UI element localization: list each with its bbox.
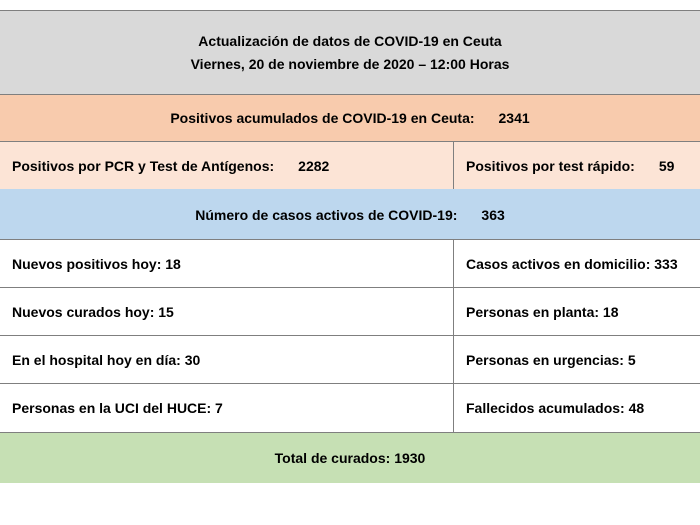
total-recovered: Total de curados: 1930 [274, 450, 426, 466]
row-left-cell: Nuevos curados hoy: 15 [0, 288, 454, 335]
row-right-cell: Fallecidos acumulados: 48 [466, 400, 645, 416]
row-left-cell: Personas en la UCI del HUCE: 7 [0, 384, 454, 432]
report-title: Actualización de datos de COVID-19 en Ceuta [198, 32, 502, 49]
table-row [0, 240, 700, 288]
report-header [0, 11, 700, 95]
positives-breakdown-row [0, 142, 700, 189]
active-value: 363 [481, 207, 505, 223]
row-right-cell: Personas en planta: 18 [466, 303, 619, 320]
rapid-label: Positivos por test rápido: [466, 157, 635, 174]
row-left-cell: En el hospital hoy en día: 30 [0, 336, 454, 383]
pcr-value: 2282 [298, 157, 330, 174]
accumulated-label: Positivos acumulados de COVID-19 en Ceuta: [170, 110, 475, 126]
row-right-cell: Casos activos en domicilio: 333 [466, 255, 678, 272]
table-row [0, 336, 700, 384]
table-row [0, 288, 700, 336]
table-row [0, 384, 700, 433]
row-right-cell: Personas en urgencias: 5 [466, 351, 636, 368]
active-label: Número de casos activos de COVID-19: [195, 207, 458, 223]
accumulated-positives-row [0, 95, 700, 142]
total-recovered-row [0, 433, 700, 483]
row-left-cell: Nuevos positivos hoy: 18 [0, 240, 454, 287]
covid-report-table [0, 10, 700, 483]
report-date: Viernes, 20 de noviembre de 2020 – 12:00 Horas [190, 55, 510, 72]
accumulated-value: 2341 [498, 110, 530, 126]
active-cases-row [0, 189, 700, 240]
rapid-value: 59 [658, 157, 675, 174]
pcr-label: Positivos por PCR y Test de Antígenos: [12, 157, 275, 174]
